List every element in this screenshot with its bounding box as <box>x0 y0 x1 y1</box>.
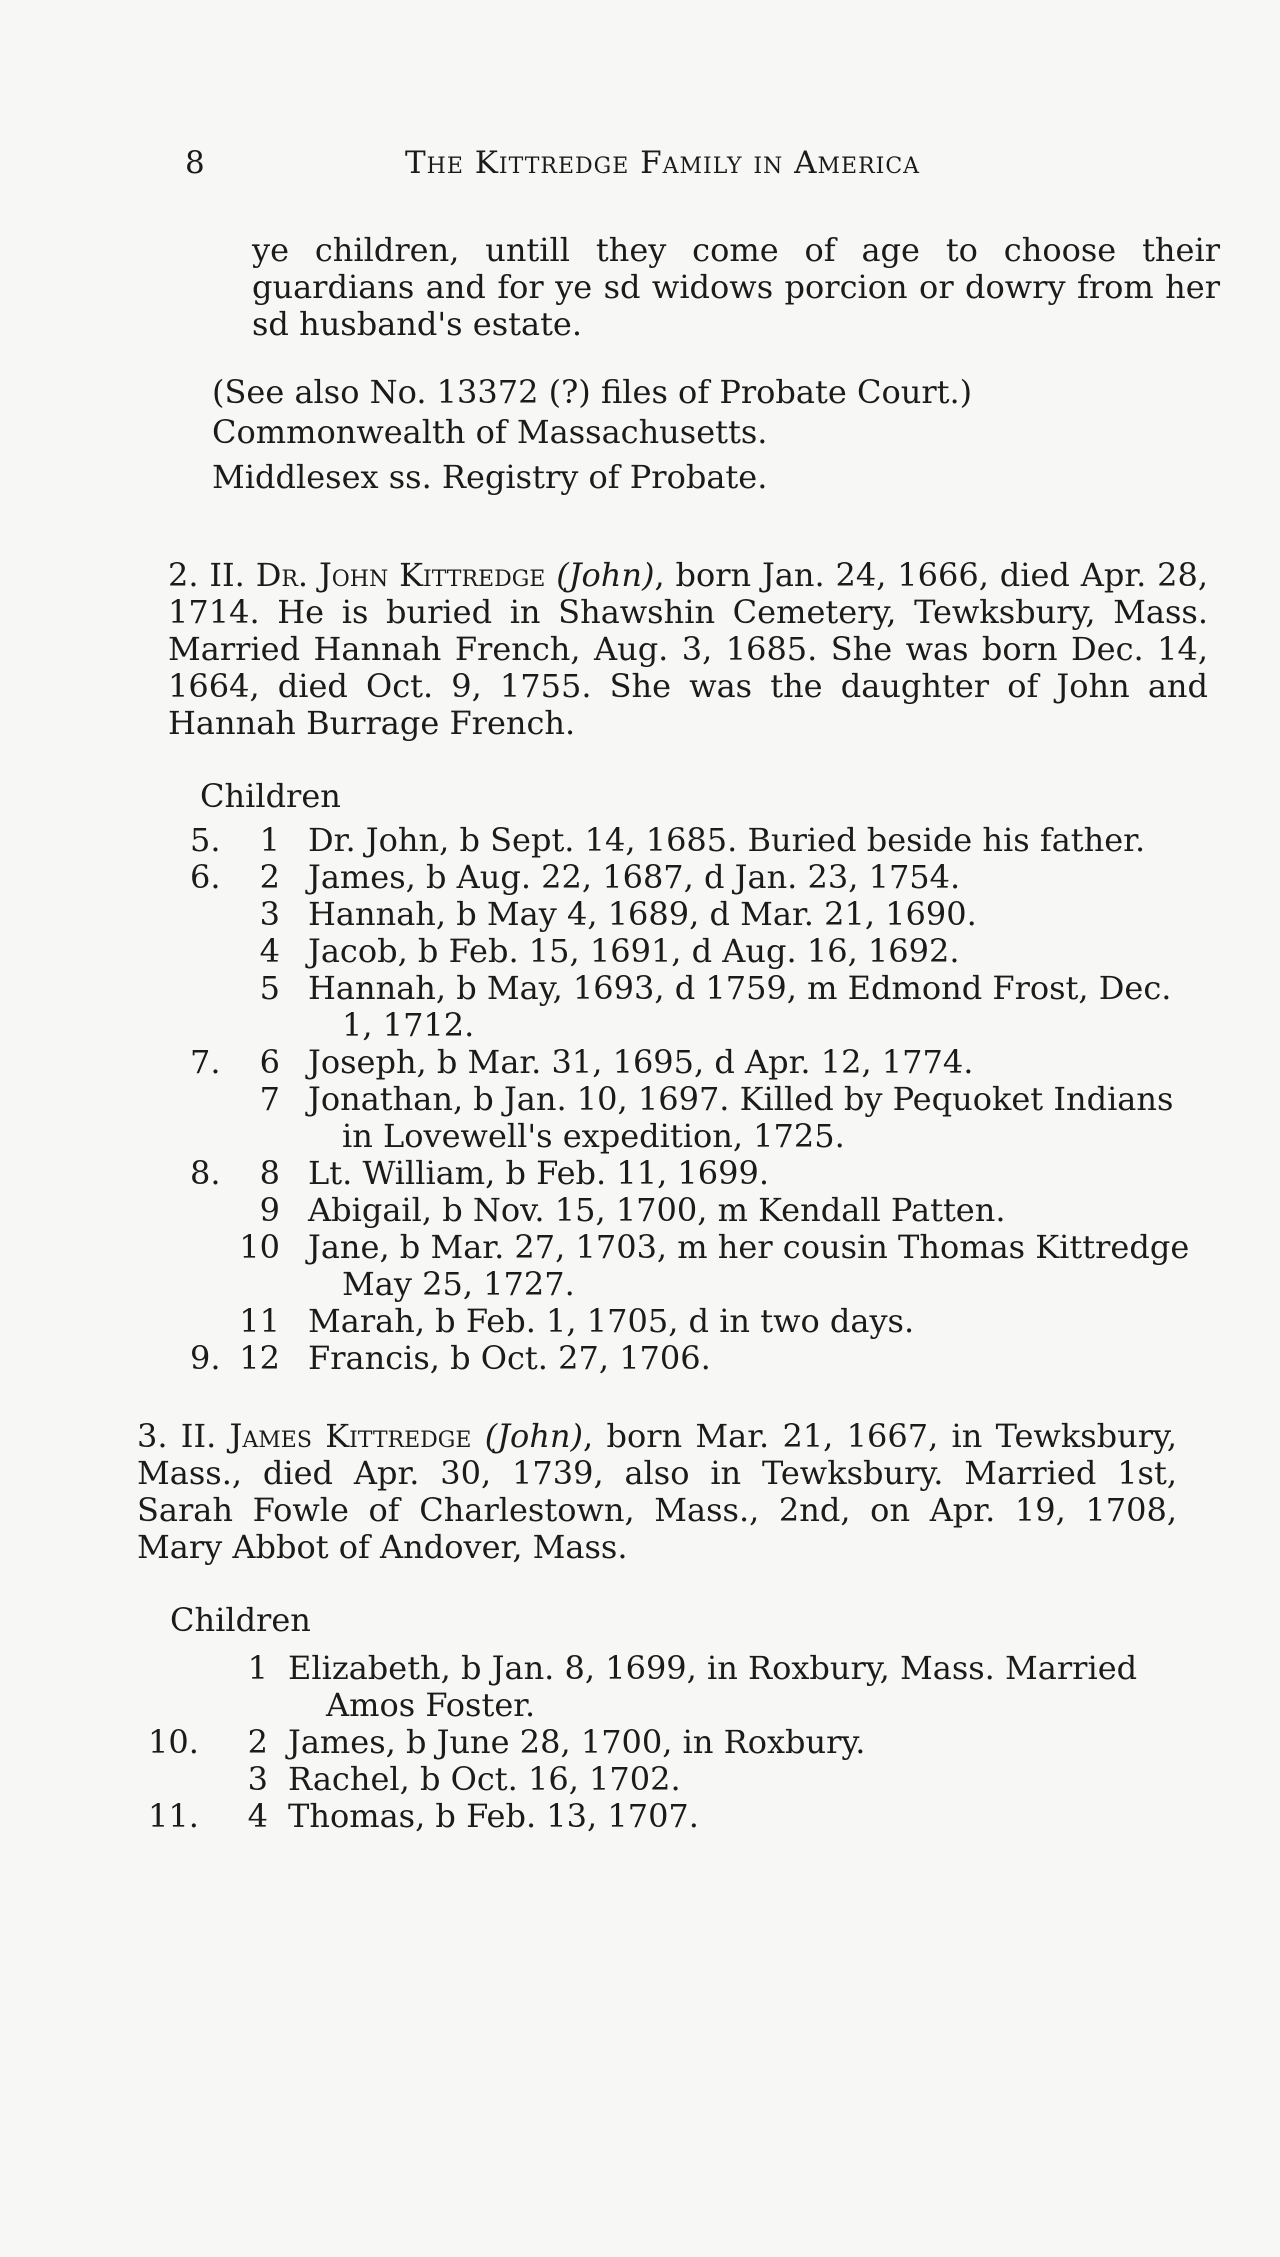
entry-2-text: , born Jan. 24, 1666, died Apr. 28, 1714. He is buried in Shawshin Cemetery, Tewksbury, Mass. Married Hannah French, Aug. 3, 1685. She was born Dec. 14, 1664, died Oct. 9, 1755. She was the daughter of John and Hannah Burrage French. <box>168 556 1209 742</box>
entry-2-number: 2. II. <box>168 556 245 594</box>
child-ordinal: 5 <box>259 969 280 1007</box>
child-text: Jonathan, b Jan. 10, 1697. Killed by Pequoket Indians <box>308 1080 1174 1118</box>
child-ordinal: 1 <box>259 821 280 859</box>
child-entry <box>190 1192 1230 1229</box>
child-text: Jacob, b Feb. 15, 1691, d Aug. 16, 1692. <box>308 932 960 970</box>
entry-3-children-list <box>148 1650 1188 1835</box>
entry-3-paragraph <box>137 1418 1177 1566</box>
probate-note-line-3: Middlesex ss. Registry of Probate. <box>212 458 768 496</box>
running-title: The Kittredge Family in America <box>405 145 921 181</box>
child-ordinal: 1 <box>247 1649 268 1687</box>
child-text-continuation: May 25, 1727. <box>342 1265 575 1303</box>
child-text: Abigail, b Nov. 15, 1700, m Kendall Patten. <box>308 1191 1006 1229</box>
child-text: Joseph, b Mar. 31, 1695, d Apr. 12, 1774. <box>308 1043 974 1081</box>
child-reference-number: 6. <box>190 858 221 896</box>
child-text: Lt. William, b Feb. 11, 1699. <box>308 1154 770 1192</box>
child-text: Hannah, b May, 1693, d 1759, m Edmond Frost, Dec. <box>308 969 1172 1007</box>
child-reference-number: 10. <box>148 1723 199 1761</box>
child-ordinal: 4 <box>247 1797 268 1835</box>
child-entry <box>190 1303 1230 1340</box>
entry-2-children-list <box>190 822 1230 1377</box>
entry-3-parent: (John) <box>484 1417 584 1455</box>
child-ordinal: 6 <box>259 1043 280 1081</box>
child-text: Rachel, b Oct. 16, 1702. <box>288 1760 681 1798</box>
child-text: James, b June 28, 1700, in Roxbury. <box>288 1723 866 1761</box>
child-entry <box>148 1650 1188 1724</box>
child-reference-number: 8. <box>190 1154 221 1192</box>
page-number: 8 <box>185 145 205 181</box>
child-reference-number: 9. <box>190 1339 221 1377</box>
child-entry <box>190 970 1230 1044</box>
intro-paragraph <box>252 232 1220 343</box>
probate-note-line-2: Commonwealth of Massachusetts. <box>212 413 768 451</box>
child-ordinal: 7 <box>259 1080 280 1118</box>
child-reference-number: 5. <box>190 821 221 859</box>
child-ordinal: 2 <box>247 1723 268 1761</box>
child-entry <box>190 1340 1230 1377</box>
entry-2-children-heading: Children <box>200 777 341 815</box>
child-entry <box>190 1155 1230 1192</box>
entry-2-name: Dr. John Kittredge <box>255 556 546 594</box>
child-reference-number: 7. <box>190 1043 221 1081</box>
child-text: Francis, b Oct. 27, 1706. <box>308 1339 711 1377</box>
child-entry <box>190 822 1230 859</box>
child-text: Thomas, b Feb. 13, 1707. <box>288 1797 699 1835</box>
child-reference-number: 11. <box>148 1797 199 1835</box>
child-entry <box>148 1798 1188 1835</box>
child-text: Jane, b Mar. 27, 1703, m her cousin Thomas Kittredge <box>308 1228 1190 1266</box>
entry-3-text: , born Mar. 21, 1667, in Tewksbury, Mass., died Apr. 30, 1739, also in Tewksbury. Married 1st, Sarah Fowle of Charlestown, Mass., 2nd, on Apr. 19, 1708, Mary Abbot of Andover, Mass. <box>137 1417 1178 1566</box>
child-ordinal: 3 <box>247 1760 268 1798</box>
child-entry <box>190 1044 1230 1081</box>
page-header <box>185 145 1045 195</box>
child-entry <box>148 1761 1188 1798</box>
entry-3-children-heading: Children <box>170 1601 311 1639</box>
child-entry <box>190 1229 1230 1303</box>
child-text: Dr. John, b Sept. 14, 1685. Buried beside his father. <box>308 821 1146 859</box>
entry-3-name: James Kittredge <box>229 1417 472 1455</box>
child-text: James, b Aug. 22, 1687, d Jan. 23, 1754. <box>308 858 961 896</box>
child-entry <box>190 859 1230 896</box>
child-text-continuation: Amos Foster. <box>326 1686 536 1724</box>
child-ordinal: 3 <box>259 895 280 933</box>
child-text: Elizabeth, b Jan. 8, 1699, in Roxbury, Mass. Married <box>288 1649 1138 1687</box>
child-entry <box>148 1724 1188 1761</box>
child-ordinal: 11 <box>239 1302 280 1340</box>
intro-text: ye children, untill they come of age to choose their guardians and for ye sd widows porcion or dowry from her sd husband's estate. <box>252 231 1220 343</box>
child-ordinal: 2 <box>259 858 280 896</box>
entry-3-number: 3. II. <box>137 1417 217 1455</box>
child-entry <box>190 933 1230 970</box>
child-entry <box>190 1081 1230 1155</box>
entry-2-paragraph <box>168 557 1208 742</box>
child-ordinal: 10 <box>239 1228 280 1266</box>
child-entry <box>190 896 1230 933</box>
child-text-continuation: 1, 1712. <box>342 1006 475 1044</box>
entry-2-parent: (John) <box>556 556 655 594</box>
child-text: Marah, b Feb. 1, 1705, d in two days. <box>308 1302 915 1340</box>
child-ordinal: 8 <box>259 1154 280 1192</box>
child-ordinal: 4 <box>259 932 280 970</box>
child-text: Hannah, b May 4, 1689, d Mar. 21, 1690. <box>308 895 977 933</box>
probate-note-line-1: (See also No. 13372 (?) files of Probate Court.) <box>212 373 973 411</box>
child-ordinal: 12 <box>239 1339 280 1377</box>
child-text-continuation: in Lovewell's expedition, 1725. <box>342 1117 845 1155</box>
child-ordinal: 9 <box>259 1191 280 1229</box>
